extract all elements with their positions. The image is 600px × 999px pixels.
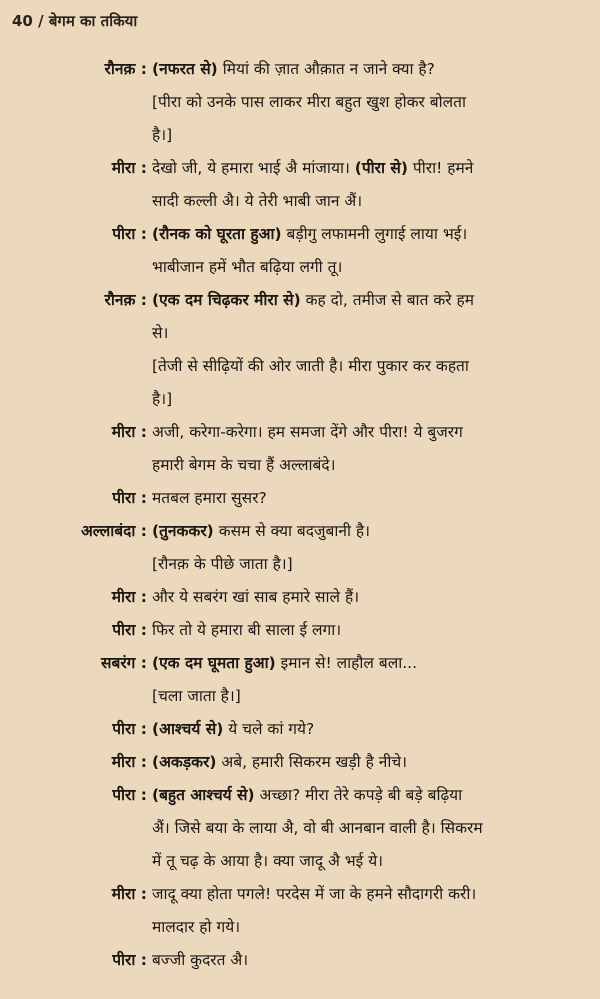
speaker-name: मीरा : bbox=[111, 885, 147, 903]
dialogue-block bbox=[0, 614, 600, 647]
speech-segment: ये चले कां गये? bbox=[223, 720, 315, 738]
speech-text bbox=[152, 779, 592, 878]
stage-direction: (पीरा से) bbox=[354, 159, 408, 177]
dialogue-block bbox=[0, 482, 600, 515]
speech-segment: [रौनक़ के पीछे जाता है।] bbox=[152, 555, 293, 573]
speech-text bbox=[152, 482, 592, 515]
speech-text bbox=[152, 416, 592, 482]
speech-line bbox=[152, 218, 592, 251]
speech-text bbox=[152, 944, 592, 977]
speech-segment: [चला जाता है।] bbox=[152, 687, 241, 705]
speech-text bbox=[152, 152, 592, 218]
header-separator: / bbox=[38, 12, 44, 30]
speech-line bbox=[152, 251, 592, 284]
speech-segment: है।] bbox=[152, 126, 173, 144]
speaker-name: मीरा : bbox=[111, 753, 147, 771]
speech-line bbox=[152, 647, 592, 680]
speech-segment: [पीरा को उनके पास लाकर मीरा बहुत खुश होकर बोलता bbox=[152, 93, 467, 111]
dialogue-block bbox=[0, 944, 600, 977]
speech-segment: से। bbox=[152, 324, 169, 342]
speaker-name: पीरा : bbox=[112, 225, 147, 243]
speaker-name: मीरा : bbox=[111, 588, 147, 606]
speech-text bbox=[152, 284, 592, 416]
speech-line bbox=[152, 812, 592, 845]
speech-text bbox=[152, 218, 592, 284]
speech-segment: इमान से! लाहौल बला... bbox=[275, 654, 418, 672]
speech-line bbox=[152, 713, 592, 746]
speech-segment: सादी कल्ली अै। ये तेरी भाबी जान अैं। bbox=[152, 192, 363, 210]
speech-line bbox=[152, 581, 592, 614]
speech-segment: मियां की ज़ात औक़ात न जाने क्या है? bbox=[217, 60, 435, 78]
stage-direction: (अकड़कर) bbox=[152, 753, 217, 771]
dialogue-block bbox=[0, 581, 600, 614]
speech-line bbox=[152, 152, 592, 185]
speech-line bbox=[152, 614, 592, 647]
speaker-name: पीरा : bbox=[112, 489, 147, 507]
speech-segment: पीरा! हमने bbox=[407, 159, 474, 177]
speech-segment: में तू चढ़ के आया है। क्या जादू अै भई ये। bbox=[152, 852, 384, 870]
speech-segment: अैं। जिसे बया के लाया अै, वो बी आनबान वाली है। सिकरम bbox=[152, 819, 483, 837]
speaker-name: मीरा : bbox=[111, 423, 147, 441]
speech-segment: कह दो, तमीज से बात करे हम bbox=[300, 291, 475, 309]
speech-segment: है।] bbox=[152, 390, 173, 408]
speech-segment: मालदार हो गये। bbox=[152, 918, 241, 936]
speech-line bbox=[152, 284, 592, 317]
speech-segment: मतबल हमारा सुसर? bbox=[152, 489, 267, 507]
dialogue-block bbox=[0, 647, 600, 713]
speech-segment: बज्जी कुदरत अै। bbox=[152, 951, 249, 969]
stage-direction: (आश्चर्य से) bbox=[152, 720, 224, 738]
dialogue-block bbox=[0, 53, 600, 152]
speech-text bbox=[152, 614, 592, 647]
speech-line bbox=[152, 350, 592, 383]
speech-segment: कसम से क्या बदजुबानी है। bbox=[213, 522, 370, 540]
speech-line bbox=[152, 383, 592, 416]
speech-line bbox=[152, 86, 592, 119]
dialogue-block bbox=[0, 878, 600, 944]
speech-line bbox=[152, 548, 592, 581]
stage-direction: (रौनक को घूरता हुआ) bbox=[152, 225, 282, 243]
dialogue-block bbox=[0, 746, 600, 779]
speech-line bbox=[152, 845, 592, 878]
stage-direction: (बहुत आश्चर्य से) bbox=[152, 786, 255, 804]
dialogue-block bbox=[0, 515, 600, 581]
speech-segment: हमारी बेगम के चचा हैं अल्लाबंदे। bbox=[152, 456, 336, 474]
speaker-name: पीरा : bbox=[112, 621, 147, 639]
dialogue-block bbox=[0, 416, 600, 482]
speaker-name: रौनक़ : bbox=[104, 291, 147, 309]
stage-direction: (एक दम घूमता हुआ) bbox=[152, 654, 276, 672]
speech-segment: देखो जी, ये हमारा भाई अै मांजाया। bbox=[152, 159, 355, 177]
speech-text bbox=[152, 53, 592, 152]
speaker-name: मीरा : bbox=[111, 159, 147, 177]
page-header bbox=[12, 11, 137, 31]
speaker-name: रौनक़ : bbox=[104, 60, 147, 78]
speech-text bbox=[152, 581, 592, 614]
dialogue-block bbox=[0, 152, 600, 218]
speech-line bbox=[152, 515, 592, 548]
dialogue-block bbox=[0, 284, 600, 416]
speech-line bbox=[152, 53, 592, 86]
book-title: बेगम का तकिया bbox=[48, 12, 138, 30]
speaker-name: पीरा : bbox=[112, 720, 147, 738]
stage-direction: (नफरत से) bbox=[152, 60, 218, 78]
speaker-name: पीरा : bbox=[112, 786, 147, 804]
speech-text bbox=[152, 713, 592, 746]
speech-line bbox=[152, 746, 592, 779]
speech-line bbox=[152, 185, 592, 218]
speech-line bbox=[152, 119, 592, 152]
dialogue-block bbox=[0, 218, 600, 284]
speech-segment: बड़ीगु लफामनी लुगाई लाया भई। bbox=[281, 225, 468, 243]
dialogue-block bbox=[0, 713, 600, 746]
speech-segment: [तेजी से सीढ़ियों की ओर जाती है। मीरा पुकार कर कहता bbox=[152, 357, 469, 375]
speech-line bbox=[152, 680, 592, 713]
speech-segment: अजी, करेगा-करेगा। हम समजा देंगे और पीरा! ये बुजरग bbox=[152, 423, 463, 441]
speech-segment: अबे, हमारी सिकरम खड़ी है नीचे। bbox=[216, 753, 408, 771]
speech-line bbox=[152, 317, 592, 350]
speech-text bbox=[152, 515, 592, 581]
speech-line bbox=[152, 779, 592, 812]
speech-text bbox=[152, 878, 592, 944]
speech-segment: जादू क्या होता पगले! परदेस में जा के हमने सौदागरी करी। bbox=[152, 885, 477, 903]
speaker-name: पीरा : bbox=[112, 951, 147, 969]
stage-direction: (एक दम चिढ़कर मीरा से) bbox=[152, 291, 301, 309]
speaker-name: सबरंग : bbox=[101, 654, 147, 672]
speech-segment: फिर तो ये हमारा बी साला ई लगा। bbox=[152, 621, 342, 639]
stage-direction: (तुनककर) bbox=[152, 522, 214, 540]
speech-text bbox=[152, 746, 592, 779]
speech-line bbox=[152, 878, 592, 911]
speaker-name: अल्लाबंदा : bbox=[80, 522, 147, 540]
speech-line bbox=[152, 416, 592, 449]
dialogue-block bbox=[0, 779, 600, 878]
speech-segment: और ये सबरंग खां साब हमारे साले हैं। bbox=[152, 588, 360, 606]
speech-segment: अच्छा? मीरा तेरे कपड़े बी बड़े बढ़िया bbox=[254, 786, 463, 804]
speech-segment: भाबीजान हमें भौत बढ़िया लगी तू। bbox=[152, 258, 343, 276]
page-number: 40 bbox=[12, 12, 33, 30]
speech-line bbox=[152, 449, 592, 482]
speech-line bbox=[152, 911, 592, 944]
speech-line bbox=[152, 482, 592, 515]
speech-line bbox=[152, 944, 592, 977]
speech-text bbox=[152, 647, 592, 713]
